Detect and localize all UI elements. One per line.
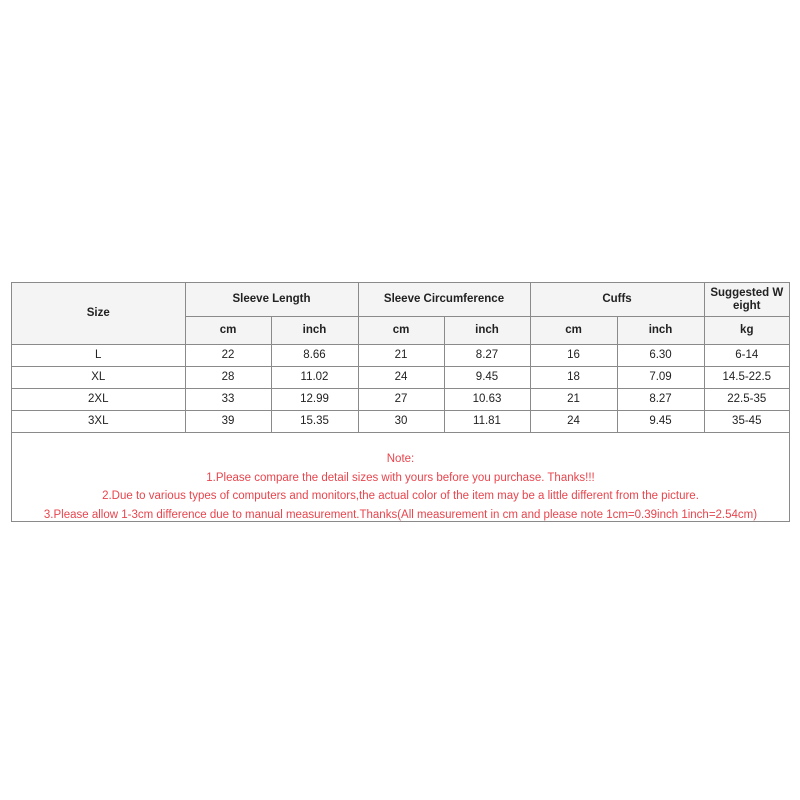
table-cell: 7.09 bbox=[617, 367, 704, 389]
unit-inch: inch bbox=[271, 317, 358, 345]
table-cell: 11.02 bbox=[271, 367, 358, 389]
table-row bbox=[12, 389, 789, 411]
unit-cm: cm bbox=[530, 317, 617, 345]
table-cell: 12.99 bbox=[271, 389, 358, 411]
table-cell: 24 bbox=[530, 411, 617, 433]
unit-cm: cm bbox=[185, 317, 271, 345]
table-cell: 33 bbox=[185, 389, 271, 411]
table-cell: 21 bbox=[530, 389, 617, 411]
table-cell: 8.27 bbox=[617, 389, 704, 411]
header-sleeve-length: Sleeve Length bbox=[185, 283, 358, 317]
table-cell: 22 bbox=[185, 345, 271, 367]
note-line: 2.Due to various types of computers and monitors,the actual color of the item may be a little different from the picture. bbox=[102, 490, 699, 502]
table-cell: 30 bbox=[358, 411, 444, 433]
size-cell: L bbox=[12, 345, 185, 367]
table-cell: 27 bbox=[358, 389, 444, 411]
size-chart bbox=[11, 282, 790, 522]
table-cell: 14.5-22.5 bbox=[704, 367, 789, 389]
table-cell: 22.5-35 bbox=[704, 389, 789, 411]
table-cell: 39 bbox=[185, 411, 271, 433]
table-cell: 6-14 bbox=[704, 345, 789, 367]
note-line: 1.Please compare the detail sizes with yours before you purchase. Thanks!!! bbox=[206, 471, 595, 484]
size-cell: XL bbox=[12, 367, 185, 389]
table-cell: 24 bbox=[358, 367, 444, 389]
table-cell: 11.81 bbox=[444, 411, 530, 433]
unit-kg: kg bbox=[704, 317, 789, 345]
table-cell: 9.45 bbox=[617, 411, 704, 433]
size-cell: 2XL bbox=[12, 389, 185, 411]
table-cell: 8.66 bbox=[271, 345, 358, 367]
note-section bbox=[12, 432, 789, 521]
header-sleeve-circumference: Sleeve Circumference bbox=[358, 283, 530, 317]
note-title: Note: bbox=[386, 453, 415, 465]
table-cell: 35-45 bbox=[704, 411, 789, 433]
size-cell: 3XL bbox=[12, 411, 185, 433]
unit-inch: inch bbox=[444, 317, 530, 345]
unit-inch: inch bbox=[617, 317, 704, 345]
table-cell: 18 bbox=[530, 367, 617, 389]
table-cell: 8.27 bbox=[444, 345, 530, 367]
header-suggested-weight: Suggested W eight bbox=[704, 283, 789, 317]
table-cell: 28 bbox=[185, 367, 271, 389]
table-cell: 16 bbox=[530, 345, 617, 367]
table-row bbox=[12, 367, 789, 389]
header-cuffs: Cuffs bbox=[530, 283, 704, 317]
table-row bbox=[12, 411, 789, 433]
table-cell: 6.30 bbox=[617, 345, 704, 367]
table-row bbox=[12, 345, 789, 367]
size-table bbox=[12, 283, 789, 432]
header-size: Size bbox=[12, 283, 185, 345]
table-cell: 21 bbox=[358, 345, 444, 367]
table-cell: 9.45 bbox=[444, 367, 530, 389]
unit-cm: cm bbox=[358, 317, 444, 345]
table-cell: 10.63 bbox=[444, 389, 530, 411]
note-line: 3.Please allow 1-3cm difference due to manual measurement.Thanks(All measurement in cm and please note 1cm=0.39inch 1inch=2.54cm) bbox=[43, 508, 758, 521]
table-cell: 15.35 bbox=[271, 411, 358, 433]
header-row bbox=[12, 283, 789, 317]
